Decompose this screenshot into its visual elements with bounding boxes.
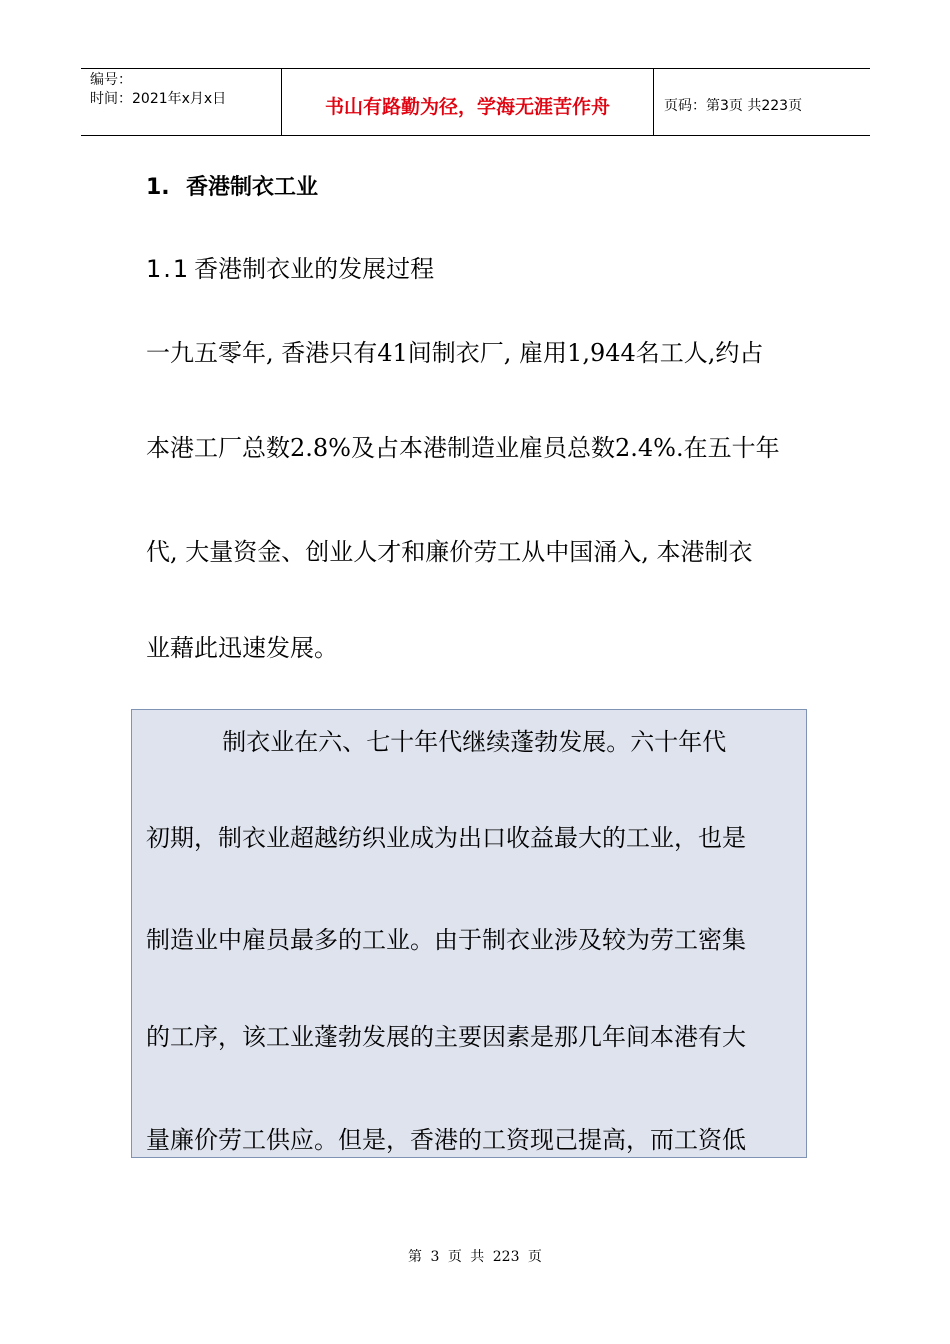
highlighted-paragraph-box — [131, 709, 807, 1158]
header-motto: 书山有路勤为径，学海无涯苦作舟 — [282, 69, 654, 135]
box-line: 制衣业在六、七十年代继续蓬勃发展。六十年代 — [146, 728, 727, 756]
box-line: 量廉价劳工供应。但是，香港的工资现己提高，而工资低 — [146, 1126, 746, 1154]
box-line: 的工序，该工业蓬勃发展的主要因素是那几年间本港有大 — [146, 1023, 746, 1051]
section-title: 香港制衣工业 — [186, 175, 319, 200]
header-meta — [81, 69, 282, 135]
paragraph-line: 本港工厂总数2.8%及占本港制造业雇员总数2.4%.在五十年 — [146, 434, 780, 462]
header-page-info: 页码：第3页 共223页 — [664, 98, 803, 114]
section-heading — [146, 170, 318, 201]
paragraph-line: 业藉此迅速发展。 — [146, 634, 338, 662]
subsection-heading — [146, 249, 434, 284]
paragraph-line: 一九五零年, 香港只有41间制衣厂, 雇用1,944名工人,约占 — [146, 339, 764, 367]
section-number: 1. — [146, 175, 170, 200]
header-table — [81, 68, 870, 136]
subsection-title: 香港制衣业的发展过程 — [194, 255, 435, 283]
subsection-number: 1.1 — [146, 255, 191, 283]
paragraph-line: 代, 大量资金、创业人才和廉价劳工从中国涌入, 本港制衣 — [146, 538, 753, 566]
box-line: 初期，制衣业超越纺织业成为出口收益最大的工业，也是 — [146, 824, 746, 852]
code-label: 编号： — [90, 72, 132, 88]
box-line: 制造业中雇员最多的工业。由于制衣业涉及较为劳工密集 — [146, 926, 746, 954]
page-footer: 第 3 页 共 223 页 — [408, 1249, 542, 1265]
time-label: 时间：2021年x月x日 — [90, 91, 227, 107]
